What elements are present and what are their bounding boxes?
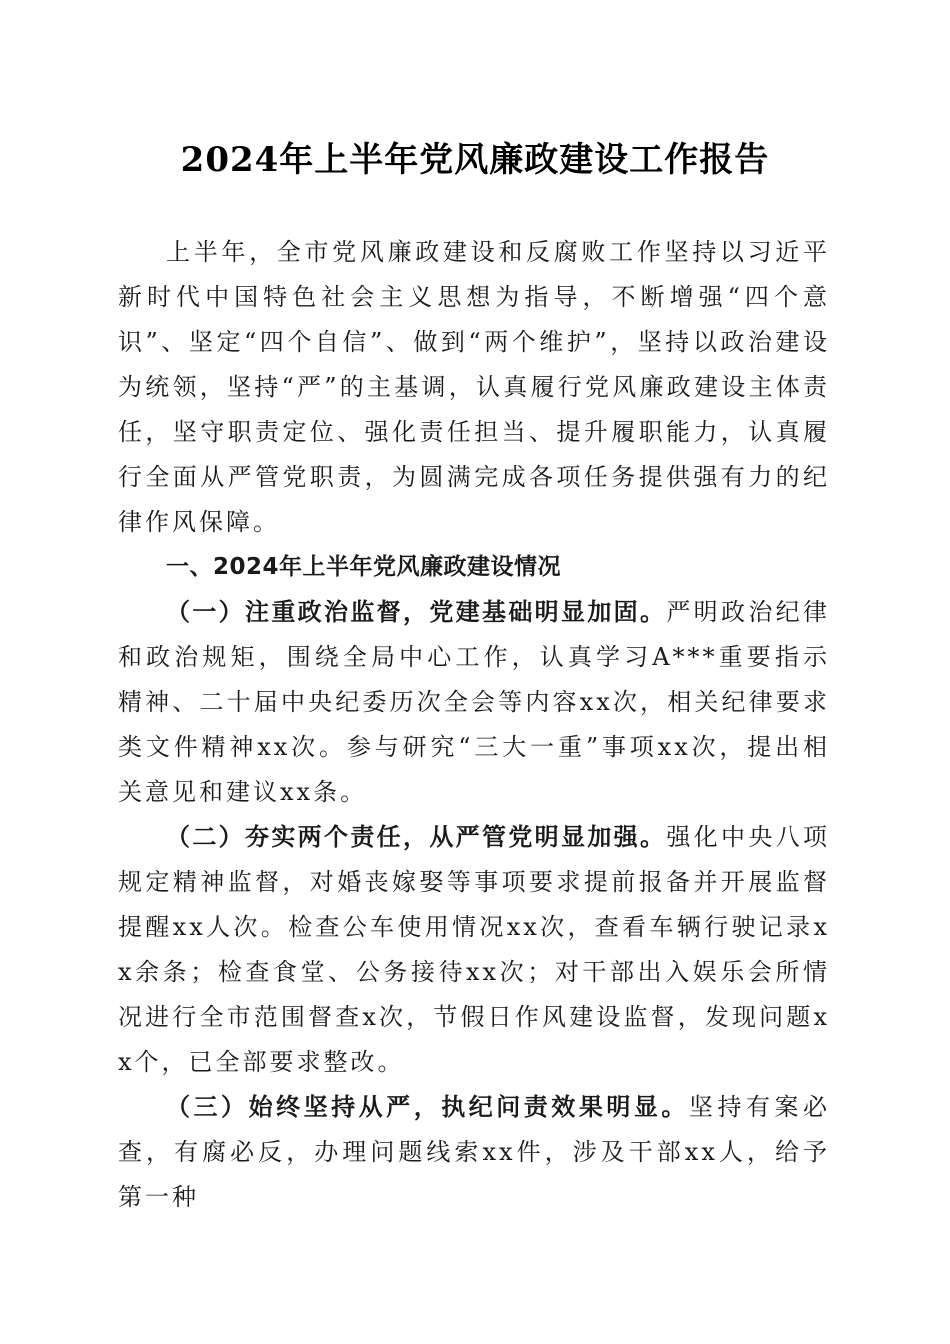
document-body — [118, 230, 830, 1220]
intro-paragraph: 上半年，全市党风廉政建设和反腐败工作坚持以习近平新时代中国特色社会主义思想为指导，不断增强“四个意识”、坚定“四个自信”、做到“两个维护”，坚持以政治建设为统领，坚持“严”的主基调，认真履行党风廉政建设主体责任，坚守职责定位、强化责任担当、提升履职能力，认真履行全面从严管党职责，为圆满完成各项任务提供强有力的纪律作风保障。 — [118, 238, 830, 536]
item-paragraph — [118, 1085, 830, 1220]
item-text: 强化中央八项规定精神监督，对婚丧嫁娶等事项要求提前报备并开展监督提醒xx人次。检查公车使用情况xx次，查看车辆行驶记录xx余条；检查食堂、公务接待xx次；对干部出入娱乐会所情况进行全市范围督查x次，节假日作风建设监督，发现问题xx个，已全部要求整改。 — [118, 823, 831, 1076]
document-title: 2024年上半年党风廉政建设工作报告 — [180, 140, 770, 180]
item-text: 严明政治纪律和政治规矩，围绕全局中心工作，认真学习A***重要指示精神、二十届中央纪委历次全会等内容xx次，相关纪律要求类文件精神xx次。参与研究“三大一重”事项xx次，提出相关意见和建议xx条。 — [118, 598, 831, 806]
item-paragraph — [118, 815, 830, 1085]
item-lead: （一）注重政治监督，党建基础明显加固。 — [166, 598, 667, 626]
item-text: 坚持有案必查，有腐必反，办理问题线索xx件，涉及干部xx人，给予第一种 — [118, 1093, 831, 1211]
item-lead: （二）夯实两个责任，从严管党明显加强。 — [166, 823, 667, 851]
item-lead: （三）始终坚持从严，执纪问责效果明显。 — [166, 1093, 689, 1121]
section-heading: 一、2024年上半年党风廉政建设情况 — [166, 554, 562, 580]
item-paragraph — [118, 590, 830, 815]
